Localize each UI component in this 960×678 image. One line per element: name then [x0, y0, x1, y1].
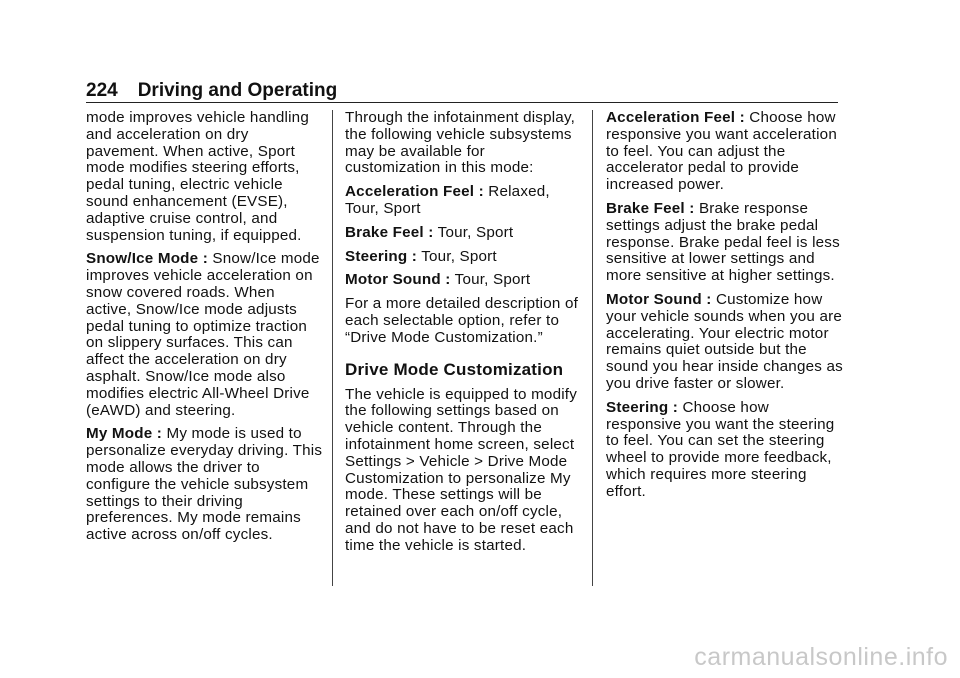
steering-desc-text: Choose how responsive you want the steering to feel. You can set the steering wheel to provide more feedback, which requires more steering effort. [606, 398, 835, 500]
brake-feel-description [606, 201, 844, 285]
brake-feel-desc-text: Brake response settings adjust the brake pedal response. Brake pedal feel is less sensitive at lower settings and more sensitive at higher settings. [606, 199, 840, 285]
brake-feel-values: Tour, Sport [437, 223, 514, 241]
accel-feel-values: Relaxed, Tour, Sport [345, 183, 550, 217]
my-mode-paragraph [86, 426, 324, 544]
my-mode-term: My Mode : [86, 425, 163, 443]
brake-feel-term: Brake Feel : [345, 223, 434, 241]
column-divider-1 [332, 110, 333, 586]
steering-description [606, 400, 844, 501]
motor-sound-option [345, 272, 583, 289]
motor-sound-description [606, 292, 844, 393]
motor-sound-term: Motor Sound : [345, 271, 451, 289]
column-2 [345, 110, 583, 562]
steering-desc-term: Steering : [606, 398, 679, 416]
column-3 [606, 110, 844, 508]
motor-sound-desc-term: Motor Sound : [606, 290, 712, 308]
accel-feel-desc-text: Choose how responsive you want acceleration to feel. You can adjust the accelerator pedal to provide increased power. [606, 109, 837, 194]
column-1 [86, 110, 324, 551]
header-rule [86, 102, 838, 103]
brake-feel-option [345, 225, 583, 242]
column-divider-2 [592, 110, 593, 586]
motor-sound-desc-text: Customize how your vehicle sounds when you are accelerating. Your electric motor remains quiet outside but the sound you hear inside changes as you drive faster or slower. [606, 290, 843, 392]
steering-values: Tour, Sport [421, 247, 497, 265]
accel-feel-term: Acceleration Feel : [345, 183, 484, 201]
page-number: 224 [86, 80, 118, 101]
brake-feel-desc-term: Brake Feel : [606, 199, 695, 217]
drive-mode-customization-text: The vehicle is equipped to modify the following settings based on vehicle content. Through the infotainment home screen, select Settings > Vehicle > Drive Mode Customization to personalize My mode. These settings will be retained over each on/off cycle, and do not have to be reset each time the vehicle is started. [345, 385, 578, 554]
motor-sound-values: Tour, Sport [454, 271, 531, 289]
accel-feel-desc-term: Acceleration Feel : [606, 109, 745, 126]
section-title: Driving and Operating [137, 80, 338, 101]
steering-option [345, 249, 583, 266]
watermark: carmanualsonline.info [694, 643, 948, 671]
page-header [86, 80, 838, 104]
infotainment-intro: Through the infotainment display, the following vehicle subsystems may be available for customization in this mode: [345, 109, 576, 177]
accel-feel-option [345, 184, 583, 218]
steering-term: Steering : [345, 247, 418, 265]
accel-feel-description [606, 110, 844, 194]
snow-ice-mode-term: Snow/Ice Mode : [86, 250, 208, 268]
snow-ice-mode-paragraph [86, 251, 324, 419]
my-mode-text: My mode is used to personalize everyday driving. This mode allows the driver to configure the vehicle subsystem settings to their driving preferences. My mode remains active across on/off cycles. [86, 425, 323, 544]
sport-mode-paragraph: mode improves vehicle handling and acceleration on dry pavement. When active, Sport mode modifies steering efforts, pedal tuning, electric vehicle sound enhancement (EVSE), adaptive cruise control, and suspension tuning, if equipped. [86, 109, 309, 244]
drive-mode-customization-heading: Drive Mode Customization [345, 359, 564, 379]
snow-ice-mode-text: Snow/Ice mode improves vehicle acceleration on snow covered roads. When active, Snow/Ice mode adjusts pedal tuning to optimize traction on slippery surfaces. This can affect the acceleration on dry asphalt. Snow/Ice mode also modifies electric All-Wheel Drive (eAWD) and steering. [86, 250, 320, 419]
more-detail-reference: For a more detailed description of each selectable option, refer to “Drive Mode Customization.” [345, 295, 579, 346]
